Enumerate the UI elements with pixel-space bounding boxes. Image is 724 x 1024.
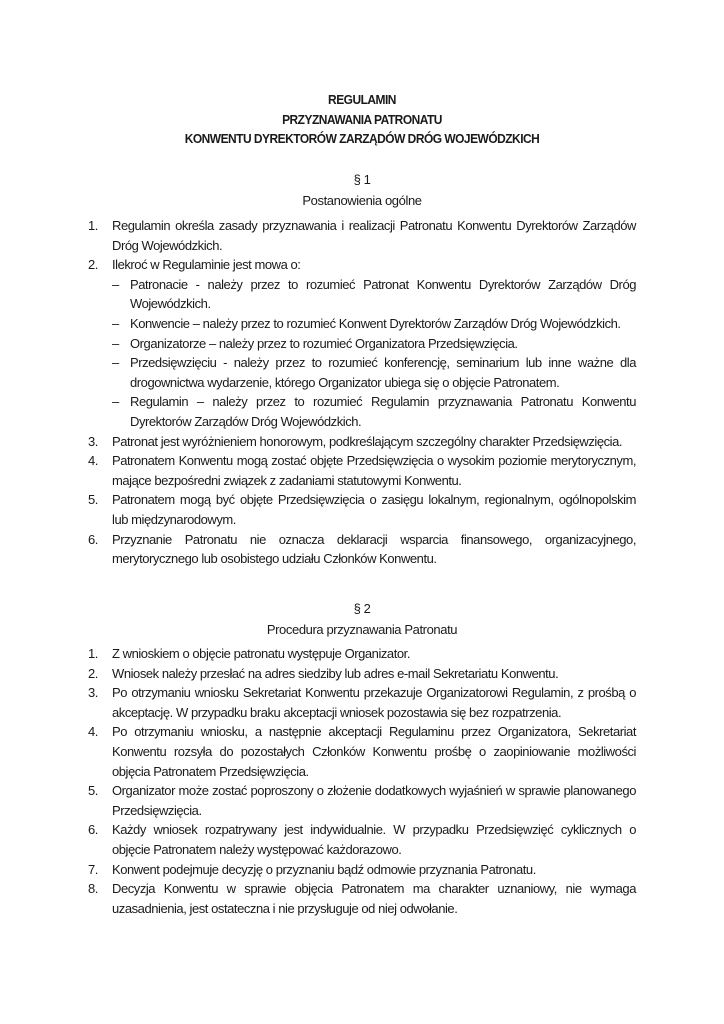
list-item xyxy=(88,255,636,431)
item-number: 1. xyxy=(88,646,98,661)
definition-text: Przedsięwzięciu - należy przez to rozumieć konferencję, seminarium lub inne ważne dla drogownictwa wydarzenie, którego Organizator ubiega się o objęcie Patronatem. xyxy=(130,355,636,390)
document-title xyxy=(110,90,614,149)
item-text: Z wnioskiem o objęcie patronatu występuje Organizator. xyxy=(112,646,410,661)
definition-item xyxy=(106,353,636,392)
definition-text: Organizatorze – należy przez to rozumieć Organizatora Przedsięwzięcia. xyxy=(130,335,518,351)
list-item xyxy=(88,683,636,722)
list-item xyxy=(88,860,636,880)
definition-item xyxy=(106,334,636,354)
item-text: Patronatem mogą być objęte Przedsięwzięcia o zasięgu lokalnym, regionalnym, ogólnopolskim lub międzynarodowym. xyxy=(112,492,636,527)
section-1-heading: Postanowienia ogólne xyxy=(302,193,422,208)
item-number: 6. xyxy=(88,531,98,547)
item-number: 6. xyxy=(88,822,98,838)
item-text: Organizator może zostać poproszony o złożenie dodatkowych wyjaśnień w sprawie planowanego Przedsięwzięcia. xyxy=(112,783,636,818)
definition-item xyxy=(106,275,636,314)
item-text: Ilekroć w Regulaminie jest mowa o: xyxy=(112,257,301,273)
list-item xyxy=(88,432,636,452)
item-number: 2. xyxy=(88,257,98,273)
item-number: 8. xyxy=(88,881,98,897)
section-1-list xyxy=(88,216,636,569)
dash-bullet: – xyxy=(112,355,119,371)
item-number: 2. xyxy=(88,665,98,681)
item-text: Regulamin określa zasady przyznawania i realizacji Patronatu Konwentu Dyrektorów Zarządów Dróg Wojewódzkich. xyxy=(112,218,636,253)
item-number: 3. xyxy=(88,685,98,701)
item-text: Każdy wniosek rozpatrywany jest indywidualnie. W przypadku Przedsięwzięć cyklicznych o objęcie Patronatem należy występować każdorazowo. xyxy=(112,822,636,857)
dash-bullet: – xyxy=(112,335,119,351)
list-item xyxy=(88,781,636,820)
section-2-header xyxy=(88,598,636,640)
section-2-list xyxy=(88,644,636,918)
item-text: Decyzja Konwentu w sprawie objęcia Patronatem ma charakter uznaniowy, nie wymaga uzasadnienia, jest ostateczna i nie przysługuje od niej odwołanie. xyxy=(112,881,636,916)
definition-text: Patronacie - należy przez to rozumieć Patronat Konwentu Dyrektorów Zarządów Dróg Wojewódzkich. xyxy=(130,276,636,312)
item-text: Przyznanie Patronatu nie oznacza deklaracji wsparcia finansowego, organizacyjnego, merytorycznego lub osobistego udziału Członków Konwentu. xyxy=(112,531,636,567)
title-line-3: KONWENTU DYREKTORÓW ZARZĄDÓW DRÓG WOJEWÓDZKICH xyxy=(184,131,540,146)
title-line-2: PRZYZNAWANIA PATRONATU xyxy=(282,111,442,127)
list-item xyxy=(88,879,636,918)
item-number: 3. xyxy=(88,433,98,449)
item-number: 7. xyxy=(88,861,98,877)
section-1-symbol: § 1 xyxy=(353,172,371,187)
definitions-list xyxy=(112,275,636,432)
item-number: 5. xyxy=(88,492,98,508)
dash-bullet: – xyxy=(112,276,119,292)
dash-bullet: – xyxy=(112,315,119,331)
list-item xyxy=(88,644,636,664)
list-item xyxy=(88,820,636,859)
list-item xyxy=(88,722,636,781)
item-text: Wniosek należy przesłać na adres siedziby lub adres e-mail Sekretariatu Konwentu. xyxy=(112,665,559,681)
definition-text: Regulamin – należy przez to rozumieć Regulamin przyznawania Patronatu Konwentu Dyrektorów Zarządów Dróg Wojewódzkich. xyxy=(130,394,636,429)
item-number: 5. xyxy=(88,783,98,799)
item-text: Po otrzymaniu wniosku Sekretariat Konwentu przekazuje Organizatorowi Regulamin, z prośbą o akceptację. W przypadku braku akceptacji wniosek pozostawia się bez rozpatrzenia. xyxy=(112,685,636,720)
section-1-header xyxy=(88,169,636,211)
item-text: Po otrzymaniu wniosku, a następnie akceptacji Regulaminu przez Organizatora, Sekretariat Konwentu rozsyła do pozostałych Członków Konwentu prośbę o zaopiniowanie możliwości objęcia Patronatem Przedsięwzięcia. xyxy=(112,724,636,779)
item-number: 4. xyxy=(88,453,98,469)
item-text: Patronat jest wyróżnieniem honorowym, podkreślającym szczególny charakter Przedsięwzięcia. xyxy=(112,433,623,449)
list-item xyxy=(88,490,636,529)
definition-text: Konwencie – należy przez to rozumieć Konwent Dyrektorów Zarządów Dróg Wojewódzkich. xyxy=(130,315,621,331)
section-2-heading: Procedura przyznawania Patronatu xyxy=(266,622,458,637)
list-item xyxy=(88,664,636,684)
definition-item xyxy=(106,314,636,334)
list-item xyxy=(88,530,636,569)
item-text: Patronatem Konwentu mogą zostać objęte Przedsięwzięcia o wysokim poziomie merytorycznym, mające bezpośredni związek z zadaniami statutowymi Konwentu. xyxy=(112,453,636,488)
item-number: 1. xyxy=(88,218,98,233)
section-2-symbol: § 2 xyxy=(353,601,371,616)
list-item xyxy=(88,451,636,490)
definition-item xyxy=(106,392,636,431)
item-number: 4. xyxy=(88,724,98,740)
dash-bullet: – xyxy=(112,394,119,410)
item-text: Konwent podejmuje decyzję o przyznaniu bądź odmowie przyznania Patronatu. xyxy=(112,861,536,877)
title-line-1: REGULAMIN xyxy=(328,92,396,107)
list-item xyxy=(88,216,636,255)
